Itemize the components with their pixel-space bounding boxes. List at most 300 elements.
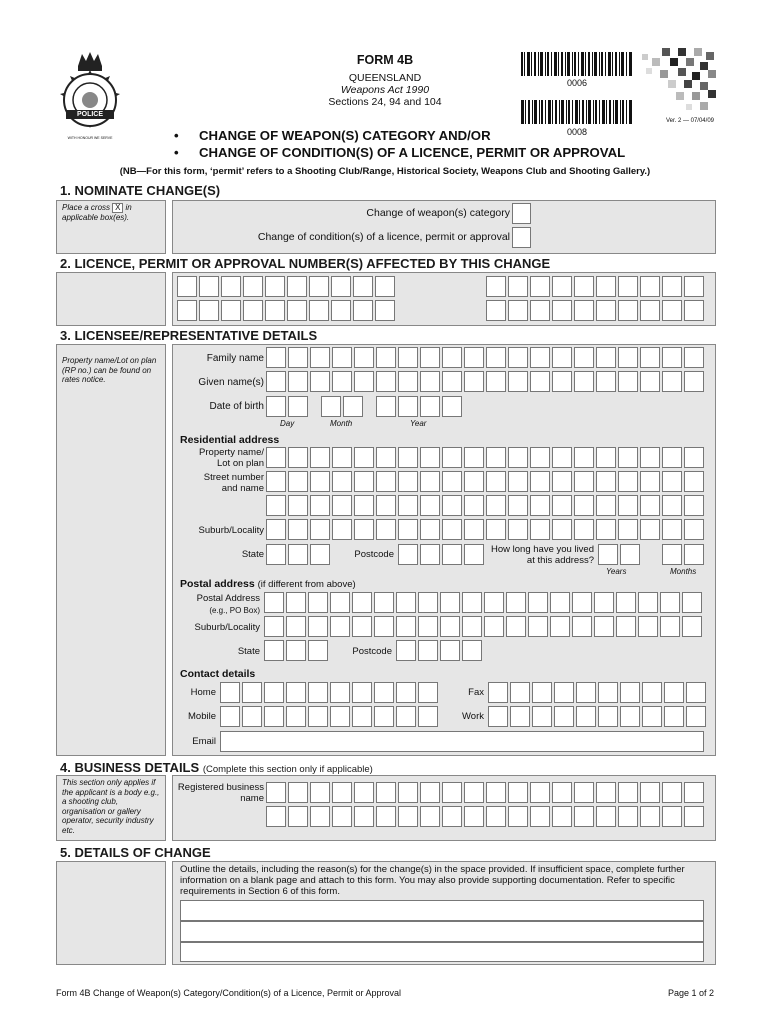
street-box[interactable] <box>508 471 528 492</box>
postal-suburb-box[interactable] <box>330 616 350 637</box>
business-name2-box[interactable] <box>684 806 704 827</box>
postcode-box[interactable] <box>464 544 484 565</box>
postcode-box[interactable] <box>398 544 418 565</box>
licence-number-a2-box[interactable] <box>265 300 285 321</box>
home-box[interactable] <box>352 682 372 703</box>
home-box[interactable] <box>374 682 394 703</box>
fax-box[interactable] <box>598 682 618 703</box>
postal-suburb-box[interactable] <box>594 616 614 637</box>
suburb-box[interactable] <box>442 519 462 540</box>
suburb-box[interactable] <box>310 519 330 540</box>
home-box[interactable] <box>396 682 416 703</box>
licence-number-b2-box[interactable] <box>574 300 594 321</box>
licence-number-a2-box[interactable] <box>287 300 307 321</box>
business-name2-box[interactable] <box>420 806 440 827</box>
business-name2-box[interactable] <box>398 806 418 827</box>
street2-box[interactable] <box>332 495 352 516</box>
postal-suburb-box[interactable] <box>418 616 438 637</box>
street2-box[interactable] <box>420 495 440 516</box>
property-name-box[interactable] <box>464 447 484 468</box>
licence-number-b-box[interactable] <box>640 276 660 297</box>
postal-address-box[interactable] <box>308 592 328 613</box>
property-name-box[interactable] <box>618 447 638 468</box>
street2-box[interactable] <box>552 495 572 516</box>
suburb-box[interactable] <box>618 519 638 540</box>
street2-box[interactable] <box>376 495 396 516</box>
business-name-box[interactable] <box>288 782 308 803</box>
dob-day-box[interactable] <box>288 396 308 417</box>
fax-box[interactable] <box>642 682 662 703</box>
home-box[interactable] <box>308 682 328 703</box>
months-box[interactable] <box>684 544 704 565</box>
postal-suburb-box[interactable] <box>550 616 570 637</box>
licence-number-b2-box[interactable] <box>662 300 682 321</box>
postal-suburb-box[interactable] <box>616 616 636 637</box>
business-name2-box[interactable] <box>508 806 528 827</box>
details-line-3[interactable] <box>180 942 704 962</box>
family-name-box[interactable] <box>530 347 550 368</box>
postal-address-box[interactable] <box>396 592 416 613</box>
suburb-box[interactable] <box>288 519 308 540</box>
street-box[interactable] <box>266 471 286 492</box>
street-box[interactable] <box>684 471 704 492</box>
business-name-box[interactable] <box>442 782 462 803</box>
work-box[interactable] <box>576 706 596 727</box>
postal-address-box[interactable] <box>638 592 658 613</box>
family-name-box[interactable] <box>684 347 704 368</box>
licence-number-a2-box[interactable] <box>199 300 219 321</box>
family-name-box[interactable] <box>376 347 396 368</box>
family-name-box[interactable] <box>596 347 616 368</box>
family-name-box[interactable] <box>332 347 352 368</box>
postal-state-box[interactable] <box>286 640 306 661</box>
state-box[interactable] <box>266 544 286 565</box>
licence-number-a-box[interactable] <box>221 276 241 297</box>
family-name-box[interactable] <box>640 347 660 368</box>
licence-number-b-box[interactable] <box>618 276 638 297</box>
property-name-box[interactable] <box>530 447 550 468</box>
business-name2-box[interactable] <box>662 806 682 827</box>
business-name-box[interactable] <box>464 782 484 803</box>
years-box[interactable] <box>598 544 618 565</box>
home-box[interactable] <box>264 682 284 703</box>
family-name-box[interactable] <box>552 347 572 368</box>
work-box[interactable] <box>642 706 662 727</box>
postal-address-box[interactable] <box>484 592 504 613</box>
given-names-box[interactable] <box>420 371 440 392</box>
business-name2-box[interactable] <box>596 806 616 827</box>
home-box[interactable] <box>220 682 240 703</box>
postal-suburb-box[interactable] <box>660 616 680 637</box>
licence-number-b2-box[interactable] <box>596 300 616 321</box>
licence-number-a2-box[interactable] <box>221 300 241 321</box>
licence-number-a-box[interactable] <box>265 276 285 297</box>
given-names-box[interactable] <box>266 371 286 392</box>
licence-number-a-box[interactable] <box>199 276 219 297</box>
given-names-box[interactable] <box>288 371 308 392</box>
suburb-box[interactable] <box>332 519 352 540</box>
home-box[interactable] <box>330 682 350 703</box>
licence-number-a-box[interactable] <box>375 276 395 297</box>
postal-state-box[interactable] <box>308 640 328 661</box>
street-box[interactable] <box>310 471 330 492</box>
postal-suburb-box[interactable] <box>638 616 658 637</box>
licence-number-b-box[interactable] <box>684 276 704 297</box>
licence-number-b-box[interactable] <box>574 276 594 297</box>
given-names-box[interactable] <box>684 371 704 392</box>
home-box[interactable] <box>242 682 262 703</box>
suburb-box[interactable] <box>398 519 418 540</box>
postal-suburb-box[interactable] <box>484 616 504 637</box>
business-name-box[interactable] <box>508 782 528 803</box>
postal-address-box[interactable] <box>506 592 526 613</box>
mobile-box[interactable] <box>418 706 438 727</box>
street2-box[interactable] <box>442 495 462 516</box>
business-name-box[interactable] <box>618 782 638 803</box>
family-name-box[interactable] <box>354 347 374 368</box>
business-name2-box[interactable] <box>266 806 286 827</box>
street2-box[interactable] <box>398 495 418 516</box>
licence-number-a-box[interactable] <box>287 276 307 297</box>
business-name2-box[interactable] <box>332 806 352 827</box>
business-name-box[interactable] <box>310 782 330 803</box>
work-box[interactable] <box>488 706 508 727</box>
postal-suburb-box[interactable] <box>374 616 394 637</box>
given-names-box[interactable] <box>574 371 594 392</box>
business-name2-box[interactable] <box>574 806 594 827</box>
suburb-box[interactable] <box>266 519 286 540</box>
street2-box[interactable] <box>310 495 330 516</box>
dob-year-box[interactable] <box>376 396 396 417</box>
dob-year-box[interactable] <box>420 396 440 417</box>
street-box[interactable] <box>288 471 308 492</box>
family-name-box[interactable] <box>464 347 484 368</box>
street-box[interactable] <box>618 471 638 492</box>
licence-number-a2-box[interactable] <box>177 300 197 321</box>
business-name2-box[interactable] <box>288 806 308 827</box>
licence-number-a2-box[interactable] <box>353 300 373 321</box>
licence-number-b2-box[interactable] <box>552 300 572 321</box>
postcode-box[interactable] <box>442 544 462 565</box>
postal-address-box[interactable] <box>352 592 372 613</box>
licence-number-b2-box[interactable] <box>486 300 506 321</box>
suburb-box[interactable] <box>464 519 484 540</box>
street-box[interactable] <box>464 471 484 492</box>
postal-suburb-box[interactable] <box>506 616 526 637</box>
home-box[interactable] <box>286 682 306 703</box>
property-name-box[interactable] <box>486 447 506 468</box>
business-name2-box[interactable] <box>552 806 572 827</box>
family-name-box[interactable] <box>486 347 506 368</box>
postal-address-box[interactable] <box>286 592 306 613</box>
business-name-box[interactable] <box>332 782 352 803</box>
business-name-box[interactable] <box>486 782 506 803</box>
postal-address-box[interactable] <box>418 592 438 613</box>
given-names-box[interactable] <box>662 371 682 392</box>
property-name-box[interactable] <box>332 447 352 468</box>
licence-number-a-box[interactable] <box>309 276 329 297</box>
dob-month-box[interactable] <box>321 396 341 417</box>
given-names-box[interactable] <box>552 371 572 392</box>
suburb-box[interactable] <box>486 519 506 540</box>
street-box[interactable] <box>596 471 616 492</box>
suburb-box[interactable] <box>420 519 440 540</box>
postal-suburb-box[interactable] <box>682 616 702 637</box>
mobile-box[interactable] <box>396 706 416 727</box>
work-box[interactable] <box>620 706 640 727</box>
street2-box[interactable] <box>486 495 506 516</box>
licence-number-a2-box[interactable] <box>243 300 263 321</box>
family-name-box[interactable] <box>288 347 308 368</box>
licence-number-b-box[interactable] <box>530 276 550 297</box>
street2-box[interactable] <box>596 495 616 516</box>
business-name2-box[interactable] <box>442 806 462 827</box>
postal-address-box[interactable] <box>528 592 548 613</box>
street2-box[interactable] <box>662 495 682 516</box>
given-names-box[interactable] <box>376 371 396 392</box>
business-name2-box[interactable] <box>618 806 638 827</box>
mobile-box[interactable] <box>352 706 372 727</box>
street2-box[interactable] <box>508 495 528 516</box>
suburb-box[interactable] <box>354 519 374 540</box>
given-names-box[interactable] <box>354 371 374 392</box>
business-name-box[interactable] <box>420 782 440 803</box>
months-box[interactable] <box>662 544 682 565</box>
property-name-box[interactable] <box>640 447 660 468</box>
option-category-checkbox[interactable] <box>512 203 531 224</box>
street2-box[interactable] <box>354 495 374 516</box>
licence-number-b2-box[interactable] <box>618 300 638 321</box>
business-name-box[interactable] <box>530 782 550 803</box>
postal-address-box[interactable] <box>594 592 614 613</box>
licence-number-b2-box[interactable] <box>530 300 550 321</box>
family-name-box[interactable] <box>574 347 594 368</box>
business-name-box[interactable] <box>376 782 396 803</box>
business-name2-box[interactable] <box>530 806 550 827</box>
suburb-box[interactable] <box>376 519 396 540</box>
property-name-box[interactable] <box>442 447 462 468</box>
street-box[interactable] <box>574 471 594 492</box>
street-box[interactable] <box>552 471 572 492</box>
postal-suburb-box[interactable] <box>352 616 372 637</box>
property-name-box[interactable] <box>266 447 286 468</box>
postal-suburb-box[interactable] <box>528 616 548 637</box>
licence-number-b-box[interactable] <box>552 276 572 297</box>
fax-box[interactable] <box>686 682 706 703</box>
property-name-box[interactable] <box>398 447 418 468</box>
work-box[interactable] <box>510 706 530 727</box>
mobile-box[interactable] <box>330 706 350 727</box>
family-name-box[interactable] <box>662 347 682 368</box>
fax-box[interactable] <box>664 682 684 703</box>
business-name-box[interactable] <box>266 782 286 803</box>
fax-box[interactable] <box>510 682 530 703</box>
mobile-box[interactable] <box>374 706 394 727</box>
street2-box[interactable] <box>574 495 594 516</box>
property-name-box[interactable] <box>376 447 396 468</box>
business-name-box[interactable] <box>354 782 374 803</box>
work-box[interactable] <box>554 706 574 727</box>
family-name-box[interactable] <box>618 347 638 368</box>
licence-number-a-box[interactable] <box>331 276 351 297</box>
property-name-box[interactable] <box>310 447 330 468</box>
business-name2-box[interactable] <box>310 806 330 827</box>
suburb-box[interactable] <box>684 519 704 540</box>
postal-address-box[interactable] <box>440 592 460 613</box>
licence-number-a-box[interactable] <box>243 276 263 297</box>
street-box[interactable] <box>420 471 440 492</box>
licence-number-a-box[interactable] <box>177 276 197 297</box>
suburb-box[interactable] <box>596 519 616 540</box>
postal-address-box[interactable] <box>616 592 636 613</box>
postal-postcode-box[interactable] <box>462 640 482 661</box>
dob-day-box[interactable] <box>266 396 286 417</box>
family-name-box[interactable] <box>508 347 528 368</box>
property-name-box[interactable] <box>420 447 440 468</box>
street2-box[interactable] <box>464 495 484 516</box>
given-names-box[interactable] <box>310 371 330 392</box>
given-names-box[interactable] <box>442 371 462 392</box>
street-box[interactable] <box>530 471 550 492</box>
work-box[interactable] <box>598 706 618 727</box>
postal-state-box[interactable] <box>264 640 284 661</box>
street-box[interactable] <box>398 471 418 492</box>
suburb-box[interactable] <box>530 519 550 540</box>
property-name-box[interactable] <box>552 447 572 468</box>
given-names-box[interactable] <box>596 371 616 392</box>
licence-number-b-box[interactable] <box>596 276 616 297</box>
home-box[interactable] <box>418 682 438 703</box>
postal-postcode-box[interactable] <box>418 640 438 661</box>
suburb-box[interactable] <box>574 519 594 540</box>
property-name-box[interactable] <box>288 447 308 468</box>
suburb-box[interactable] <box>508 519 528 540</box>
family-name-box[interactable] <box>266 347 286 368</box>
work-box[interactable] <box>664 706 684 727</box>
fax-box[interactable] <box>488 682 508 703</box>
postal-suburb-box[interactable] <box>462 616 482 637</box>
fax-box[interactable] <box>576 682 596 703</box>
postal-suburb-box[interactable] <box>396 616 416 637</box>
business-name2-box[interactable] <box>354 806 374 827</box>
postal-address-box[interactable] <box>264 592 284 613</box>
fax-box[interactable] <box>620 682 640 703</box>
business-name-box[interactable] <box>640 782 660 803</box>
street-box[interactable] <box>332 471 352 492</box>
street2-box[interactable] <box>288 495 308 516</box>
suburb-box[interactable] <box>552 519 572 540</box>
licence-number-b-box[interactable] <box>486 276 506 297</box>
family-name-box[interactable] <box>398 347 418 368</box>
details-line-1[interactable] <box>180 900 704 921</box>
street2-box[interactable] <box>618 495 638 516</box>
postal-address-box[interactable] <box>330 592 350 613</box>
postcode-box[interactable] <box>420 544 440 565</box>
mobile-box[interactable] <box>286 706 306 727</box>
fax-box[interactable] <box>532 682 552 703</box>
property-name-box[interactable] <box>662 447 682 468</box>
suburb-box[interactable] <box>640 519 660 540</box>
street-box[interactable] <box>640 471 660 492</box>
mobile-box[interactable] <box>242 706 262 727</box>
postal-suburb-box[interactable] <box>286 616 306 637</box>
street-box[interactable] <box>662 471 682 492</box>
postal-address-box[interactable] <box>550 592 570 613</box>
business-name2-box[interactable] <box>486 806 506 827</box>
suburb-box[interactable] <box>662 519 682 540</box>
mobile-box[interactable] <box>308 706 328 727</box>
state-box[interactable] <box>288 544 308 565</box>
business-name-box[interactable] <box>552 782 572 803</box>
postal-suburb-box[interactable] <box>440 616 460 637</box>
street2-box[interactable] <box>266 495 286 516</box>
business-name2-box[interactable] <box>640 806 660 827</box>
given-names-box[interactable] <box>530 371 550 392</box>
street2-box[interactable] <box>640 495 660 516</box>
property-name-box[interactable] <box>354 447 374 468</box>
property-name-box[interactable] <box>574 447 594 468</box>
postal-suburb-box[interactable] <box>264 616 284 637</box>
given-names-box[interactable] <box>640 371 660 392</box>
street-box[interactable] <box>376 471 396 492</box>
street2-box[interactable] <box>684 495 704 516</box>
street-box[interactable] <box>442 471 462 492</box>
postal-suburb-box[interactable] <box>572 616 592 637</box>
property-name-box[interactable] <box>596 447 616 468</box>
family-name-box[interactable] <box>442 347 462 368</box>
street2-box[interactable] <box>530 495 550 516</box>
business-name2-box[interactable] <box>376 806 396 827</box>
work-box[interactable] <box>532 706 552 727</box>
licence-number-b2-box[interactable] <box>640 300 660 321</box>
family-name-box[interactable] <box>420 347 440 368</box>
business-name-box[interactable] <box>684 782 704 803</box>
street-box[interactable] <box>354 471 374 492</box>
business-name2-box[interactable] <box>464 806 484 827</box>
business-name-box[interactable] <box>398 782 418 803</box>
given-names-box[interactable] <box>464 371 484 392</box>
postal-postcode-box[interactable] <box>396 640 416 661</box>
licence-number-a2-box[interactable] <box>331 300 351 321</box>
email-input[interactable] <box>220 731 704 752</box>
given-names-box[interactable] <box>398 371 418 392</box>
given-names-box[interactable] <box>508 371 528 392</box>
family-name-box[interactable] <box>310 347 330 368</box>
dob-year-box[interactable] <box>398 396 418 417</box>
licence-number-b-box[interactable] <box>662 276 682 297</box>
postal-address-box[interactable] <box>374 592 394 613</box>
licence-number-a2-box[interactable] <box>309 300 329 321</box>
licence-number-b2-box[interactable] <box>684 300 704 321</box>
business-name-box[interactable] <box>662 782 682 803</box>
business-name-box[interactable] <box>596 782 616 803</box>
dob-month-box[interactable] <box>343 396 363 417</box>
given-names-box[interactable] <box>618 371 638 392</box>
work-box[interactable] <box>686 706 706 727</box>
dob-year-box[interactable] <box>442 396 462 417</box>
years-box[interactable] <box>620 544 640 565</box>
mobile-box[interactable] <box>220 706 240 727</box>
postal-address-box[interactable] <box>682 592 702 613</box>
licence-number-b2-box[interactable] <box>508 300 528 321</box>
licence-number-b-box[interactable] <box>508 276 528 297</box>
mobile-box[interactable] <box>264 706 284 727</box>
street-box[interactable] <box>486 471 506 492</box>
business-name-box[interactable] <box>574 782 594 803</box>
property-name-box[interactable] <box>684 447 704 468</box>
given-names-box[interactable] <box>486 371 506 392</box>
postal-postcode-box[interactable] <box>440 640 460 661</box>
